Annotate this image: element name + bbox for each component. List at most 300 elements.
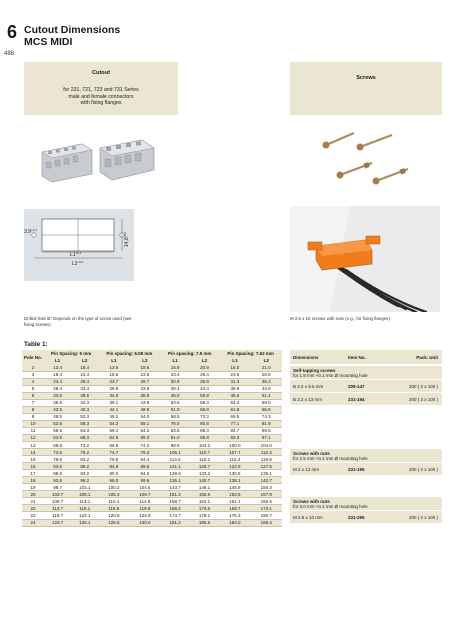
screw-item-row [290,393,442,405]
dimension-cell: 74.3 [261,414,271,420]
dimension-cell: 54.0 [140,414,150,420]
dimension-cell: 74.2 [140,442,150,448]
table-row [22,470,282,477]
table-subheader-row [22,357,282,364]
dimension-cell: 58.3 [71,420,98,427]
pole-number-cell: 6 [22,392,44,399]
dimension-cell: 100.0 [229,442,241,448]
dimension-cell: 124.9 [139,513,151,518]
dimension-cell: 93.2 [80,470,90,476]
pole-number-cell: 12 [22,434,44,441]
dimension-cell: 18.4 [71,364,98,371]
screw-group-header [290,449,442,462]
dimension-cell: 180.7 [260,513,272,518]
drawing-caption-line-1: Drilled hole Ø: Depends on the type of screw used (see [24,316,132,321]
dimension-cell: 38.5 [53,400,62,406]
pole-number-cell: 17 [30,470,36,476]
screw-dimension: M 2 x 12 mm [293,466,320,472]
drawing-caption-line-2: fixing screws). [24,322,52,327]
dimension-cell: 133.2 [198,470,211,476]
pole-number-cell: 24 [22,519,44,526]
dimension-cell: 98.2 [71,477,98,484]
screw-pack-unit: 200 ( 2 x 100 ) [408,514,438,520]
dimension-cell: 148.1 [198,484,211,490]
l2-dimension-label: $L2^{+0,1}$ [72,260,84,267]
dimension-cell: 13.6 [98,364,129,371]
dimension-cell: 165.5 [260,498,272,504]
screw-dimension: M 2.5 x 10 mm [293,514,323,520]
table-row [22,413,282,420]
dimension-cell: 100.2 [108,484,120,490]
dimension-cell: 18.6 [129,364,160,371]
dimension-cell: 46.0 [160,392,189,399]
screw-dimension: B 2.2 x 9.5 mm [293,383,324,389]
dimension-cell: 176.3 [229,513,241,518]
screw-table-header [290,350,442,364]
dimension-cell: 33.5 [44,392,71,399]
l1-header: L1 [98,357,129,364]
pole-number-cell: 11 [30,428,36,434]
table-row [22,427,282,434]
dimension-cell: 135.1 [260,470,272,476]
pole-number-cell: 19 [30,484,36,490]
page-title [24,24,120,48]
dimension-cell: 99.6 [129,477,160,484]
dimension-cell: 23.4 [44,378,71,385]
dimension-cell: 103.2 [198,442,211,448]
dimension-cell: 43.9 [261,386,271,392]
dimension-cell: 79.3 [129,449,160,456]
dimension-cell: 13.4 [44,364,71,371]
dimension-cell: 39.1 [109,400,119,406]
dimension-cell: 173.1 [251,505,282,512]
pitch-75-header: Pin spacing: 7.5 mm [160,350,219,357]
dimension-cell: 23.6 [230,372,240,378]
screws-image [320,125,415,195]
cutout-drawing [24,205,144,293]
dimension-cell: 168.7 [219,505,250,512]
item-no-header: Item No. [348,354,366,360]
dimension-cell: 95.0 [98,477,129,484]
pole-number-cell: 2 [22,364,44,371]
screw-group-title: Screws with nuts [293,498,330,504]
dimension-cell: 51.4 [251,392,282,399]
screw-item-row [290,463,442,475]
dimension-cell: 23.4 [80,372,90,378]
dimension-cell: 161.1 [229,498,241,504]
dimension-cell: 178.1 [198,513,211,518]
dimension-cell: 136.1 [160,477,189,484]
table-row [22,463,282,470]
dimension-cell: 127.5 [251,463,282,470]
dimension-cell: 158.7 [169,498,181,504]
dimension-cell: 184.0 [219,519,250,526]
screw-item-number: 231-194 [348,396,365,402]
drawing-caption [24,316,164,328]
dimension-cell: 69.6 [109,442,119,448]
dimension-cell: 38.9 [230,386,240,392]
dimension-cell: 130.0 [129,519,160,526]
dimension-cell: 151.2 [160,491,189,498]
dimension-cell: 35.9 [190,378,219,385]
screw-table [290,350,442,523]
dimension-cell: 23.7 [98,378,129,385]
dimension-cell: 33.8 [140,386,150,392]
screw-item-number: 231-195 [348,466,365,472]
dimension-cell: 90.0 [109,470,119,476]
dimension-cell: 28.4 [53,386,62,392]
dimension-cell: 120.5 [108,513,120,518]
table-row [22,477,282,484]
dimension-cell: 73.6 [44,449,71,456]
dimension-cell: 114.8 [139,498,151,504]
dimension-cell: 150.3 [260,484,272,490]
connector-product-image [38,130,158,192]
dimension-cell: 84.9 [98,463,129,470]
dimension-cell: 61.8 [219,406,250,413]
table-row [22,512,282,519]
table-header-row [22,350,282,357]
table-title: Table 1: [24,341,48,348]
table-row [22,406,282,413]
table-row [22,484,282,491]
dimension-cell: 118.1 [71,505,98,512]
dimension-cell: 44.1 [98,406,129,413]
dimension-cell: 23.6 [140,372,150,378]
table-row [22,378,282,385]
screw-group-info [290,368,368,378]
dimension-cell: 110.4 [108,498,120,504]
pole-number-cell: 5 [31,386,35,392]
dimension-cell: 18.4 [53,372,62,378]
screw-dimension: B 2.2 x 13 mm [293,396,323,402]
dimension-cell: 68.6 [53,442,62,448]
screw-group-info [290,451,368,461]
dimension-cell: 36.3 [251,378,282,385]
page-number: 488 [4,51,15,57]
title-line-1: Cutout Dimensions [24,24,121,36]
chapter-number: 6 [6,22,17,42]
dimension-cell: 16.0 [219,364,250,371]
dimension-cell: 69.5 [230,414,240,420]
screw-image-3 [337,162,373,178]
screw-image-4 [373,168,409,184]
dimension-cell: 121.1 [160,463,189,470]
pitch-508-header: Pin spacing: 5.08 mm [98,350,160,357]
dimension-cell: 84.4 [140,456,150,462]
dimension-cell: 138.1 [219,477,250,484]
pack-unit-header: Pack. Unit [416,354,438,360]
pole-number-cell: 10 [22,420,44,427]
dimension-cell: 140.7 [190,477,219,484]
title-line-2: MCS MIDI [24,36,73,48]
dimension-cell: 89.5 [261,428,271,434]
pole-number-cell: 18 [22,477,44,484]
dimensions-header: Dimensions [293,354,319,360]
dimension-cell: 53.3 [80,414,90,420]
dimension-cell: 104.6 [260,442,272,448]
pole-number-cell: 9 [31,414,35,420]
screw-image-1 [323,133,355,149]
dimension-cell: 97.1 [251,434,282,441]
dimension-cell: 34.0 [98,392,129,399]
dimension-cell: 73.2 [80,442,90,448]
pole-number-cell: 15 [30,456,36,462]
dimension-cell: 145.9 [229,484,241,490]
dimension-cell: 15.9 [160,364,189,371]
table-row [22,371,282,378]
dimension-cell: 28.4 [71,378,98,385]
table-row [22,420,282,427]
dimension-cell: 110.7 [190,449,219,456]
l1-header: L1 [160,357,189,364]
l1-header: L1 [44,357,71,364]
dimension-cell: 79.8 [109,456,119,462]
dimension-cell: 142.7 [251,477,282,484]
dimension-cell: 89.5 [129,463,160,470]
dimension-cell: 113.6 [169,456,181,462]
dimension-cell: 107.7 [219,449,250,456]
dimension-cell: 31.3 [219,378,250,385]
dimension-cell: 68.3 [71,434,98,441]
table-row [22,385,282,392]
dimension-cell: 185.6 [190,519,219,526]
dimension-cell: 105.3 [98,491,129,498]
dimension-cell: 88.6 [53,470,62,476]
dimension-cell: 59.0 [261,400,271,406]
table-row [22,399,282,406]
dimension-cell: 38.4 [170,386,180,392]
table-row [22,364,282,371]
dimension-cell: 54.2 [230,400,240,406]
table-row [22,505,282,512]
screw-group-title: Self-tapping screws [293,367,336,373]
dimension-cell: 130.5 [229,470,241,476]
dimension-cell: 43.3 [80,400,90,406]
screw-group-title: Screws with nuts [293,450,330,456]
dimension-cell: 92.3 [219,434,250,441]
dimension-cell: 43.4 [200,386,209,392]
screw-image-2 [357,135,393,151]
dimension-cell: 94.6 [140,470,150,476]
dimension-cell: 119.9 [129,505,160,512]
table-row [22,491,282,498]
screw-item-number: 209-147 [348,383,365,389]
dimension-cell: 66.6 [251,406,282,413]
female-connector-image [100,140,154,180]
dimension-cell: 49.2 [109,414,119,420]
dimension-cell: 28.7 [129,378,160,385]
dimension-cell: 53.5 [170,400,180,406]
dimension-cell: 28.8 [109,386,119,392]
dimension-cell: 123.7 [44,519,71,526]
dimension-cell: 20.9 [190,364,219,371]
cutout-desc-line-2: male and female connectors [68,93,134,100]
dimension-cell: 83.2 [80,456,90,462]
dimension-cell: 173.7 [169,513,181,518]
dimension-cell: 113.7 [44,505,71,512]
l2-header: L2 [71,357,98,364]
dimension-cell: 28.6 [261,372,271,378]
photo-caption: M 2.5 x 10 screws with nuts (e.g., for fixing flanges) [290,316,390,321]
screw-pack-unit: 200 ( 2 x 100 ) [408,396,438,402]
screw-item-number: 231-295 [348,514,365,520]
dimension-cell: 21.0 [251,364,282,371]
dimension-cell: 112.3 [251,449,282,456]
table-row [22,392,282,399]
pole-number-cell: 3 [31,372,35,378]
dimension-cell: 128.6 [169,470,181,476]
table-row [22,498,282,505]
dimension-cell: 58.3 [200,400,209,406]
dimension-cell: 143.7 [169,484,181,490]
dimension-cell: 48.9 [129,406,160,413]
pole-number-cell: 20 [22,491,44,498]
dimension-cell: 106.1 [160,449,189,456]
dimension-cell: 76.0 [160,420,189,427]
dimension-cell: 63.3 [80,428,90,434]
dimension-cell: 78.2 [71,449,98,456]
dimension-cell: 43.5 [44,406,71,413]
table-row [22,442,282,449]
pole-number-cell: 21 [30,498,36,504]
dimension-cell: 30.9 [160,378,189,385]
dimension-cell: 115.3 [229,456,241,462]
dimension-cell: 83.5 [170,428,180,434]
table-body [22,364,282,526]
dimension-cell: 50.8 [190,392,219,399]
dimension-cell: 74.7 [98,449,129,456]
pitch-5-header: Pin Spacing: 5 mm [44,350,98,357]
l2-header: L2 [129,357,160,364]
l1-header: L1 [219,357,250,364]
male-connector-image [42,144,92,182]
dimension-cell: 103.1 [79,484,91,490]
cutout-desc-line-3: with fixing flanges [80,100,122,106]
table-row [22,456,282,463]
dimension-cell: 28.4 [200,372,209,378]
dimension-cell: 157.9 [251,491,282,498]
dimension-cell: 48.3 [71,406,98,413]
table-row [22,434,282,441]
mounted-connector-photo [290,206,440,312]
dimension-cell: 170.6 [190,505,219,512]
dimension-cell: 23.4 [170,372,180,378]
screw-table-body [290,366,442,523]
dimension-cell: 153.5 [219,491,250,498]
dimension-cell: 59.4 [109,428,119,434]
screw-pack-unit: 200 ( 2 x 100 ) [408,466,438,472]
screw-group-note: for 1.8 mm +0.1 mm Ø mounting hole [293,372,368,378]
dimension-cell: 103.7 [44,491,71,498]
l1-dimension-label: $L1^{+0,1}$ [70,251,82,258]
screw-group-note: for 3.0 mm +0.1 mm Ø mounting hole [293,503,368,509]
pole-number-cell: 16 [22,463,44,470]
cutout-description [24,87,178,107]
dimension-cell: 115.5 [98,505,129,512]
dimension-cell: 125.6 [98,519,129,526]
dimension-cell: 93.6 [44,477,71,484]
dimension-cell: 18.6 [109,372,119,378]
dimension-cell: 46.6 [219,392,250,399]
dimension-cell: 181.2 [160,519,189,526]
l2-header: L2 [251,357,282,364]
pole-number-cell: 8 [22,406,44,413]
screw-group-header [290,497,442,510]
pole-number-cell: 23 [30,513,36,518]
pitch-762-header: Pin Spacing: 7.62 mm [219,350,282,357]
dimension-cell: 88.2 [71,463,98,470]
dimension-cell: 113.1 [79,498,91,504]
dimension-cell: 83.6 [44,463,71,470]
dimension-cell: 54.3 [98,420,129,427]
dimension-cell: 128.1 [71,519,98,526]
screw-item-row [290,380,442,392]
screw-pack-unit: 200 ( 2 x 100 ) [408,383,438,389]
dimension-cell: 163.1 [198,498,211,504]
dimension-cell: 80.8 [190,420,219,427]
dimension-cell: 77.1 [219,420,250,427]
dimension-cell: 64.5 [98,434,129,441]
dimension-cell: 84.7 [230,428,240,434]
cutout-desc-line-1: for 231, 721, 723 and 731 Series [63,87,139,93]
dimension-cell: 68.5 [170,414,180,420]
dimension-cell: 38.8 [129,392,160,399]
screw-group-header [290,366,442,379]
dimension-cell: 125.7 [190,463,219,470]
pole-number-cell: 22 [22,505,44,512]
table-row [22,519,282,526]
dimension-cell: 63.5 [44,434,71,441]
dimension-cell: 78.6 [53,456,62,462]
dimension-cell: 64.2 [140,428,150,434]
pole-number-cell: 4 [22,378,44,385]
dimension-cell: 109.7 [129,491,160,498]
dimension-cell: 59.1 [129,420,160,427]
dimension-cell: 108.7 [51,498,64,504]
dimension-cell: 119.9 [260,456,272,462]
dimension-cell: 81.9 [251,420,282,427]
dimension-cell: 88.3 [200,428,209,434]
dimension-cell: 38.5 [71,392,98,399]
dimension-cell: 108.1 [71,491,98,498]
dimension-cell: 118.7 [52,513,64,518]
dimension-cell: 98.7 [53,484,62,490]
dimension-cell: 166.2 [160,505,189,512]
dimension-cell: 123.1 [79,513,91,518]
dimension-cell: 43.9 [140,400,150,406]
dimension-cell: 65.8 [190,406,219,413]
cutout-dimensions-table [22,350,282,527]
mounting-hole-left [32,233,36,237]
cutout-header [24,62,178,115]
dimension-cell: 58.5 [53,428,62,434]
dimension-cell: 98.6 [170,442,180,448]
screw-group-info [290,499,368,509]
dimension-cell: 104.6 [139,484,151,490]
dimension-cell: 69.3 [129,434,160,441]
dimension-cell: 33.4 [80,386,90,392]
screw-group-note: for 2.5 mm +0.1 mm Ø mounting hole [293,455,368,461]
dimension-cell: 122.9 [219,463,250,470]
dimension-cell: 95.8 [190,434,219,441]
screw-item-row [290,511,442,523]
dimension-cell: 48.5 [53,414,62,420]
hole-dimension-label: $3,9^{+0,1}$ [24,228,37,235]
dimension-cell: 91.0 [160,434,189,441]
height-dimension-label: $14,8^{+0,1}$ [123,231,130,247]
table-row [22,449,282,456]
